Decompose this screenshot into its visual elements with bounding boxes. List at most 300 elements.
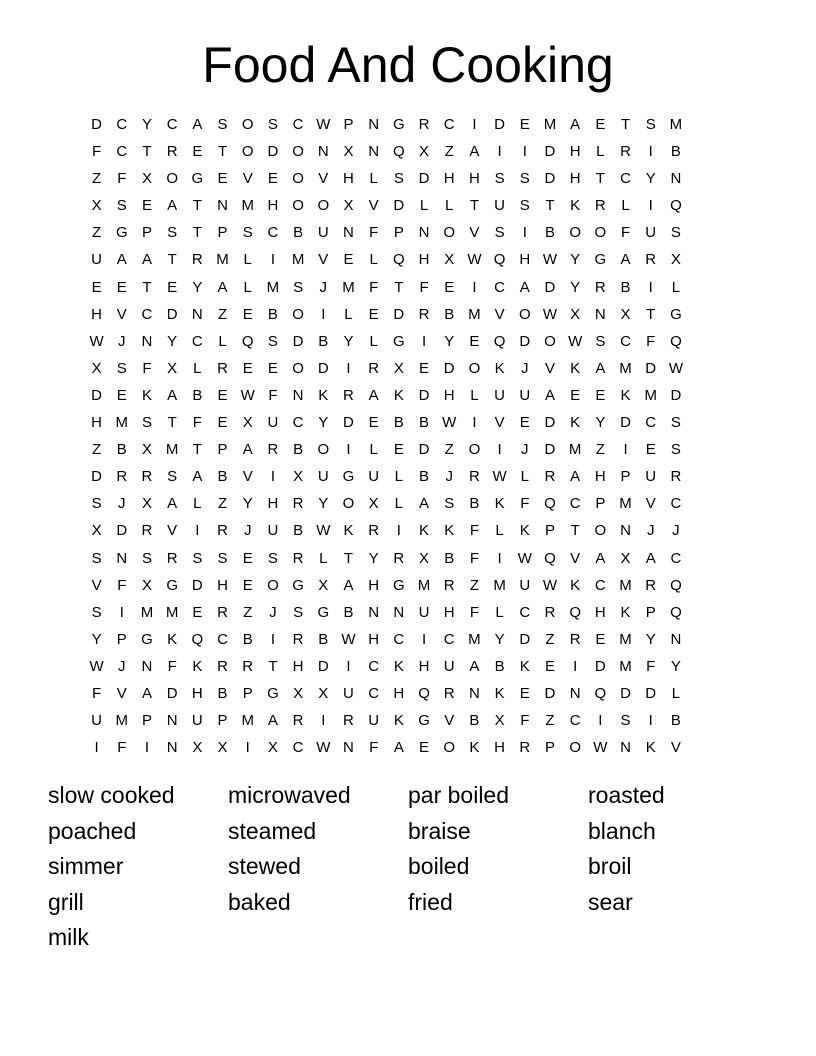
grid-letter: L: [369, 441, 378, 459]
grid-letter: O: [443, 224, 456, 242]
grid-letter: K: [393, 657, 404, 675]
grid-letter: R: [343, 386, 354, 404]
grid-letter: F: [369, 739, 379, 757]
grid-letter: O: [569, 224, 581, 242]
grid-letter: N: [141, 657, 153, 675]
grid-letter: A: [393, 739, 404, 757]
grid-letter: Q: [493, 251, 506, 269]
grid-row: [84, 572, 689, 599]
grid-letter: L: [621, 197, 630, 215]
grid-letter: R: [267, 441, 279, 459]
grid-letter: I: [94, 739, 99, 757]
grid-letter: K: [167, 630, 178, 648]
grid-letter: S: [267, 332, 278, 350]
grid-letter: H: [418, 251, 430, 269]
grid-letter: Y: [570, 278, 581, 296]
grid-letter: T: [570, 522, 580, 540]
grid-letter: C: [670, 549, 682, 567]
grid-row: [84, 490, 689, 517]
grid-letter: K: [494, 684, 505, 702]
grid-letter: S: [141, 549, 152, 567]
grid-letter: C: [292, 116, 304, 133]
grid-letter: O: [468, 359, 481, 377]
grid-row: [84, 274, 689, 301]
grid-letter: I: [119, 603, 124, 621]
grid-letter: W: [542, 576, 558, 594]
grid-letter: B: [469, 712, 480, 730]
grid-letter: X: [141, 576, 152, 594]
grid-letter: B: [544, 224, 555, 242]
grid-letter: H: [594, 603, 606, 621]
grid-letter: I: [396, 522, 401, 540]
word-list-item: microwaved: [228, 782, 351, 808]
grid-letter: T: [142, 278, 152, 296]
grid-row: [84, 734, 689, 761]
grid-letter: T: [167, 251, 177, 269]
grid-letter: Z: [92, 170, 102, 188]
grid-letter: V: [645, 495, 656, 513]
grid-letter: X: [444, 251, 455, 269]
grid-letter: C: [645, 414, 657, 432]
grid-letter: V: [570, 549, 581, 567]
grid-letter: H: [267, 197, 279, 215]
grid-letter: S: [519, 197, 530, 215]
grid-letter: R: [645, 576, 657, 594]
grid-letter: S: [670, 224, 681, 242]
grid-letter: M: [140, 603, 154, 621]
grid-letter: A: [192, 468, 203, 486]
grid-letter: Y: [494, 630, 505, 648]
grid-letter: A: [343, 576, 354, 594]
grid-letter: E: [217, 414, 228, 432]
word-list-item: broil: [588, 853, 632, 879]
grid-letter: S: [167, 224, 178, 242]
grid-letter: M: [241, 197, 254, 215]
grid-letter: A: [267, 712, 278, 730]
grid-letter: I: [648, 143, 653, 161]
grid-letter: U: [267, 414, 279, 432]
word-list-item: stewed: [228, 853, 301, 879]
grid-letter: T: [343, 549, 354, 567]
grid-letter: K: [570, 414, 581, 432]
grid-letter: V: [242, 468, 253, 486]
grid-letter: B: [393, 414, 404, 432]
grid-letter: W: [668, 359, 683, 377]
grid-letter: E: [570, 386, 581, 404]
grid-letter: H: [91, 414, 103, 432]
grid-letter: A: [116, 251, 127, 269]
grid-letter: R: [217, 522, 228, 540]
grid-letter: S: [494, 224, 505, 242]
grid-letter: Q: [670, 332, 682, 350]
grid-letter: K: [620, 603, 631, 621]
grid-letter: Y: [141, 116, 152, 133]
grid-letter: D: [519, 630, 531, 648]
grid-letter: R: [141, 468, 153, 486]
grid-letter: C: [368, 657, 380, 675]
grid-letter: W: [492, 468, 507, 486]
grid-letter: N: [569, 684, 581, 702]
grid-letter: R: [393, 549, 405, 567]
grid-letter: R: [468, 468, 480, 486]
grid-letter: K: [519, 522, 530, 540]
grid-letter: H: [569, 143, 581, 161]
letter-grid: [84, 111, 689, 761]
grid-letter: O: [518, 305, 531, 323]
grid-letter: D: [620, 684, 631, 702]
grid-letter: Y: [318, 495, 329, 513]
grid-letter: I: [421, 630, 427, 648]
grid-letter: B: [242, 630, 253, 648]
grid-letter: M: [165, 441, 179, 459]
grid-letter: E: [368, 414, 379, 432]
grid-letter: S: [91, 549, 102, 567]
grid-letter: S: [192, 549, 203, 567]
grid-letter: X: [141, 495, 152, 513]
grid-letter: J: [269, 603, 277, 621]
grid-letter: C: [292, 739, 304, 757]
grid-letter: R: [292, 712, 304, 730]
grid-letter: B: [494, 657, 505, 675]
grid-letter: C: [519, 603, 531, 621]
grid-letter: O: [594, 224, 607, 242]
grid-letter: G: [115, 224, 128, 242]
grid-letter: X: [419, 143, 430, 161]
grid-letter: T: [192, 224, 202, 242]
grid-letter: B: [116, 441, 127, 459]
grid-letter: Y: [167, 332, 178, 350]
grid-letter: A: [419, 495, 430, 513]
grid-row: [84, 328, 689, 355]
grid-letter: S: [519, 170, 530, 188]
grid-letter: F: [92, 684, 102, 702]
grid-letter: P: [217, 712, 228, 730]
grid-letter: C: [620, 332, 631, 350]
grid-letter: U: [645, 468, 657, 486]
grid-letter: M: [115, 712, 129, 730]
grid-row: [84, 355, 689, 382]
grid-letter: B: [318, 332, 329, 350]
grid-letter: G: [317, 603, 330, 621]
grid-letter: W: [593, 739, 608, 757]
grid-letter: E: [419, 739, 430, 757]
grid-letter: R: [594, 197, 606, 215]
grid-letter: B: [419, 468, 430, 486]
grid-letter: I: [648, 712, 653, 730]
grid-letter: X: [419, 549, 430, 567]
grid-letter: S: [267, 116, 278, 133]
grid-letter: G: [594, 251, 607, 269]
grid-letter: G: [342, 468, 355, 486]
grid-letter: D: [418, 441, 430, 459]
grid-letter: V: [318, 170, 329, 188]
grid-row: [84, 545, 689, 572]
grid-letter: M: [468, 630, 481, 648]
grid-letter: N: [670, 630, 682, 648]
grid-letter: O: [443, 739, 456, 757]
grid-letter: F: [167, 657, 177, 675]
grid-letter: X: [192, 739, 203, 757]
grid-letter: K: [419, 522, 430, 540]
grid-letter: X: [318, 576, 329, 594]
grid-letter: J: [118, 332, 126, 350]
grid-letter: S: [116, 359, 127, 377]
grid-letter: D: [544, 170, 556, 188]
grid-letter: I: [321, 712, 326, 730]
grid-letter: D: [670, 386, 682, 404]
grid-letter: W: [316, 522, 331, 540]
grid-letter: C: [494, 278, 506, 296]
grid-letter: P: [242, 684, 253, 702]
grid-letter: Q: [493, 332, 506, 350]
grid-letter: A: [192, 116, 203, 133]
grid-letter: N: [292, 386, 304, 404]
grid-letter: E: [242, 305, 253, 323]
grid-letter: E: [368, 305, 379, 323]
grid-letter: E: [217, 170, 228, 188]
grid-letter: Y: [645, 170, 656, 188]
grid-letter: K: [141, 386, 152, 404]
grid-letter: M: [216, 251, 229, 269]
grid-letter: J: [521, 441, 529, 459]
grid-letter: I: [472, 116, 477, 133]
grid-letter: J: [521, 359, 529, 377]
grid-letter: R: [368, 359, 380, 377]
grid-letter: L: [394, 468, 404, 486]
grid-letter: I: [346, 359, 351, 377]
grid-letter: N: [191, 305, 203, 323]
grid-letter: O: [267, 576, 279, 594]
grid-letter: D: [443, 359, 455, 377]
grid-letter: O: [292, 359, 304, 377]
grid-letter: A: [595, 549, 606, 567]
grid-letter: K: [343, 522, 354, 540]
grid-letter: O: [166, 170, 178, 188]
grid-letter: E: [116, 386, 127, 404]
grid-letter: Z: [92, 224, 102, 242]
grid-letter: P: [645, 603, 656, 621]
grid-letter: I: [321, 305, 326, 323]
grid-letter: L: [243, 251, 252, 269]
grid-letter: L: [671, 278, 681, 296]
grid-letter: U: [368, 468, 380, 486]
grid-letter: G: [292, 576, 304, 594]
grid-letter: O: [292, 197, 304, 215]
word-list-item: boiled: [408, 853, 470, 879]
grid-letter: A: [217, 278, 228, 296]
grid-letter: A: [167, 197, 178, 215]
grid-letter: R: [166, 549, 178, 567]
grid-letter: Z: [469, 576, 479, 594]
grid-letter: I: [497, 441, 502, 459]
grid-letter: X: [570, 305, 581, 323]
grid-letter: E: [167, 278, 178, 296]
grid-letter: D: [317, 359, 329, 377]
grid-letter: H: [267, 495, 279, 513]
grid-letter: S: [293, 278, 304, 296]
grid-letter: L: [671, 684, 681, 702]
grid-letter: J: [672, 522, 680, 540]
grid-letter: C: [443, 116, 455, 133]
grid-letter: L: [520, 468, 529, 486]
grid-row: [84, 219, 689, 246]
grid-letter: F: [117, 576, 127, 594]
grid-letter: J: [118, 495, 126, 513]
grid-letter: K: [645, 739, 656, 757]
grid-letter: J: [243, 522, 252, 540]
grid-letter: I: [270, 468, 275, 486]
grid-letter: H: [418, 657, 430, 675]
grid-letter: V: [116, 305, 127, 323]
grid-letter: E: [91, 278, 102, 296]
grid-letter: L: [193, 359, 202, 377]
grid-letter: E: [116, 278, 127, 296]
grid-letter: P: [141, 224, 152, 242]
grid-letter: D: [544, 684, 556, 702]
grid-letter: N: [393, 603, 405, 621]
grid-letter: F: [469, 522, 479, 540]
grid-letter: B: [293, 522, 304, 540]
grid-letter: J: [646, 522, 655, 540]
grid-letter: X: [368, 495, 379, 513]
grid-letter: Z: [217, 495, 228, 513]
grid-letter: S: [670, 441, 681, 459]
grid-letter: T: [167, 414, 177, 432]
grid-letter: R: [292, 495, 304, 513]
grid-letter: H: [191, 684, 203, 702]
grid-letter: N: [116, 549, 128, 567]
grid-letter: D: [645, 359, 657, 377]
grid-letter: C: [116, 116, 128, 133]
grid-row: [84, 463, 689, 490]
grid-letter: E: [595, 630, 606, 648]
grid-letter: T: [192, 441, 202, 459]
grid-letter: D: [594, 657, 606, 675]
grid-letter: S: [116, 197, 127, 215]
grid-row: [84, 599, 689, 626]
grid-letter: L: [445, 197, 454, 215]
grid-letter: N: [620, 739, 631, 757]
grid-letter: F: [369, 278, 379, 296]
grid-letter: R: [418, 305, 430, 323]
grid-letter: D: [418, 386, 430, 404]
page-title: Food And Cooking: [202, 37, 614, 93]
word-list-item: blanch: [588, 817, 656, 844]
grid-letter: M: [468, 305, 481, 323]
grid-letter: R: [141, 522, 153, 540]
grid-letter: S: [620, 712, 631, 730]
grid-letter: W: [442, 414, 457, 432]
grid-letter: I: [648, 197, 653, 215]
grid-letter: X: [167, 359, 178, 377]
grid-letter: B: [670, 143, 681, 161]
grid-letter: I: [522, 224, 527, 242]
grid-letter: F: [142, 359, 152, 377]
grid-letter: Y: [343, 332, 354, 350]
grid-letter: B: [343, 603, 354, 621]
grid-letter: L: [495, 522, 504, 540]
grid-letter: S: [645, 116, 656, 133]
grid-letter: E: [544, 657, 555, 675]
grid-letter: O: [292, 305, 304, 323]
grid-letter: R: [620, 143, 631, 161]
grid-letter: B: [293, 224, 304, 242]
grid-letter: S: [167, 468, 178, 486]
grid-letter: Y: [91, 630, 102, 648]
grid-letter: K: [620, 386, 631, 404]
grid-letter: J: [319, 278, 328, 296]
grid-letter: E: [519, 414, 530, 432]
grid-letter: R: [544, 603, 556, 621]
grid-letter: K: [570, 359, 581, 377]
grid-letter: C: [594, 576, 606, 594]
grid-letter: M: [568, 441, 582, 459]
grid-letter: J: [118, 657, 126, 675]
grid-letter: D: [116, 522, 128, 540]
grid-letter: D: [91, 468, 103, 486]
grid-letter: Q: [670, 197, 682, 215]
grid-letter: E: [595, 116, 606, 133]
grid-letter: U: [519, 386, 531, 404]
grid-letter: I: [472, 278, 477, 296]
grid-letter: C: [670, 495, 682, 513]
grid-letter: Q: [418, 684, 430, 702]
grid-row: [84, 409, 689, 436]
grid-letter: N: [620, 522, 631, 540]
grid-letter: Q: [191, 630, 204, 648]
grid-letter: O: [594, 522, 607, 540]
grid-letter: U: [494, 197, 506, 215]
grid-letter: Q: [393, 251, 405, 269]
grid-letter: D: [166, 305, 178, 323]
grid-letter: N: [141, 332, 153, 350]
grid-letter: D: [191, 576, 203, 594]
grid-letter: A: [595, 359, 606, 377]
grid-letter: Z: [243, 603, 253, 621]
word-list-item: roasted: [588, 782, 665, 808]
grid-letter: G: [393, 576, 405, 594]
grid-letter: E: [267, 359, 278, 377]
grid-letter: D: [267, 143, 279, 161]
grid-letter: D: [418, 170, 430, 188]
grid-letter: A: [570, 468, 581, 486]
grid-letter: E: [469, 332, 480, 350]
grid-letter: O: [241, 143, 254, 161]
grid-letter: U: [91, 712, 103, 730]
grid-letter: C: [368, 684, 380, 702]
grid-letter: P: [343, 116, 354, 133]
grid-letter: C: [393, 630, 405, 648]
grid-letter: J: [445, 468, 453, 486]
grid-letter: V: [494, 414, 505, 432]
grid-letter: S: [494, 170, 505, 188]
word-list-item: simmer: [48, 853, 124, 879]
grid-letter: X: [217, 739, 228, 757]
grid-letter: Y: [242, 495, 253, 513]
grid-letter: X: [91, 197, 102, 215]
grid-letter: C: [217, 630, 228, 648]
grid-letter: I: [245, 739, 250, 757]
grid-letter: U: [191, 712, 203, 730]
grid-letter: Z: [595, 441, 605, 459]
grid-letter: Z: [92, 441, 102, 459]
grid-letter: S: [91, 495, 102, 513]
grid-letter: M: [619, 495, 632, 513]
grid-letter: H: [443, 170, 455, 188]
grid-letter: Q: [393, 143, 405, 161]
grid-letter: X: [267, 739, 278, 757]
grid-letter: O: [468, 441, 481, 459]
